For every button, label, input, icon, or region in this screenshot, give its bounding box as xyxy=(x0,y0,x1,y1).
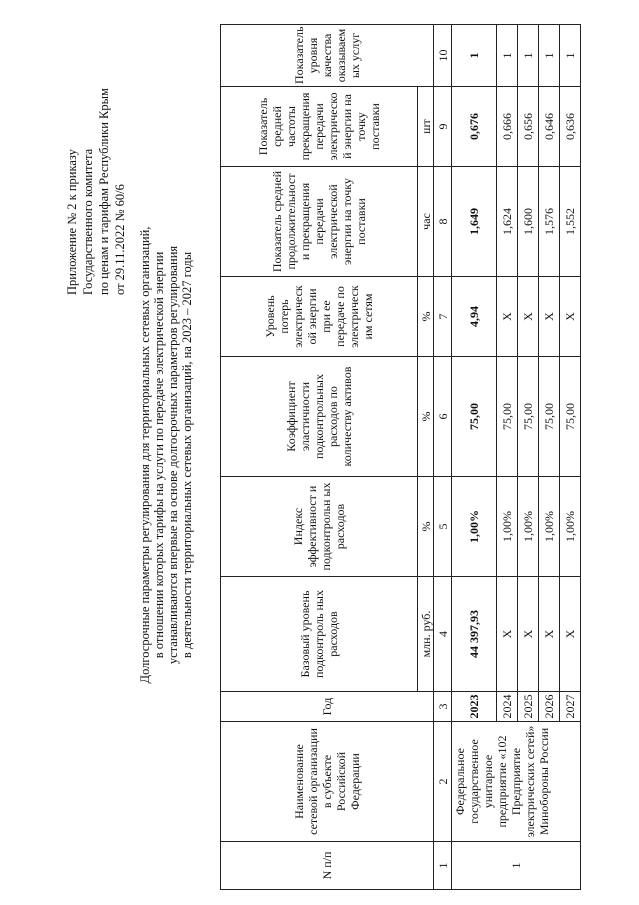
interruption-frequency-cell: 0,646 xyxy=(539,87,560,167)
loss-level-cell: X xyxy=(560,277,581,357)
approval-line: по ценам и тарифам Республики Крым xyxy=(97,88,111,295)
unit-cell: час xyxy=(418,167,434,277)
quality-cell: 1 xyxy=(452,25,497,87)
unit-cell: % xyxy=(418,477,434,577)
header-year: Год xyxy=(221,692,434,722)
header-quality: Показатель уровня качества оказываем ых услуг xyxy=(221,25,434,87)
column-number: 3 xyxy=(434,692,452,722)
header-organization: Наименование сетевой организации в субъекте Российской Федерации xyxy=(221,722,434,842)
column-number-row xyxy=(434,25,452,890)
base-level-cell: X xyxy=(539,577,560,692)
header-efficiency-index: Индекс эффективност и подконтрольн ых расходов xyxy=(221,477,418,577)
unit-cell: % xyxy=(418,277,434,357)
base-level-cell: X xyxy=(497,577,518,692)
column-number: 6 xyxy=(434,357,452,477)
elasticity-cell: 75,00 xyxy=(518,357,539,477)
header-base-level: Базовый уровень подконтроль ных расходов xyxy=(221,577,418,692)
interruption-frequency-cell: 0,676 xyxy=(452,87,497,167)
loss-level-cell: X xyxy=(518,277,539,357)
base-level-cell: 44 397,93 xyxy=(452,577,497,692)
loss-level-cell: X xyxy=(497,277,518,357)
loss-level-cell: X xyxy=(539,277,560,357)
quality-cell: 1 xyxy=(518,25,539,87)
header-interruption-frequency: Показатель средней частоты прекращения передачи электрическо й энергии на точку поставки xyxy=(221,87,418,167)
elasticity-cell: 75,00 xyxy=(539,357,560,477)
interruption-duration-cell: 1,552 xyxy=(560,167,581,277)
unit-cell: шт xyxy=(418,87,434,167)
base-level-cell: X xyxy=(518,577,539,692)
year-cell: 2024 xyxy=(497,692,518,722)
approval-line: Государственного комитета xyxy=(81,148,95,295)
unit-cell: млн. руб. xyxy=(418,577,434,692)
title-line: в деятельности территориальных сетевых организаций, на 2023 – 2027 годы xyxy=(180,251,194,659)
column-number: 7 xyxy=(434,277,452,357)
quality-cell: 1 xyxy=(539,25,560,87)
column-number: 5 xyxy=(434,477,452,577)
regulation-parameters-table xyxy=(220,24,581,890)
title-line: в отношении которых тарифы на услуги по передаче электрической энергии xyxy=(152,251,166,659)
title-line: Долгосрочные параметры регулирования для территориальных сетевых организаций, xyxy=(138,226,152,684)
efficiency-index-cell: 1,00% xyxy=(560,477,581,577)
organization-name: Федеральное государственное унитарное предприятие «102 Предприятие электрических сетей» Минобороны России xyxy=(452,722,581,842)
year-cell: 2027 xyxy=(560,692,581,722)
interruption-duration-cell: 1,576 xyxy=(539,167,560,277)
efficiency-index-cell: 1,00% xyxy=(497,477,518,577)
row-number: 1 xyxy=(452,842,581,890)
column-number: 8 xyxy=(434,167,452,277)
efficiency-index-cell: 1,00% xyxy=(452,477,497,577)
year-cell: 2025 xyxy=(518,692,539,722)
table-row xyxy=(452,25,497,890)
column-number: 10 xyxy=(434,25,452,87)
loss-level-cell: 4,94 xyxy=(452,277,497,357)
unit-cell: % xyxy=(418,357,434,477)
efficiency-index-cell: 1,00% xyxy=(518,477,539,577)
header-row xyxy=(221,25,418,890)
column-number: 4 xyxy=(434,577,452,692)
efficiency-index-cell: 1,00% xyxy=(539,477,560,577)
interruption-frequency-cell: 0,666 xyxy=(497,87,518,167)
approval-line: Приложение № 2 к приказу xyxy=(65,149,79,295)
header-num: N п/п xyxy=(221,842,434,890)
interruption-duration-cell: 1,600 xyxy=(518,167,539,277)
approval-block xyxy=(64,25,128,295)
elasticity-cell: 75,00 xyxy=(452,357,497,477)
interruption-frequency-cell: 0,636 xyxy=(560,87,581,167)
quality-cell: 1 xyxy=(560,25,581,87)
column-number: 9 xyxy=(434,87,452,167)
interruption-frequency-cell: 0,656 xyxy=(518,87,539,167)
quality-cell: 1 xyxy=(497,25,518,87)
header-loss-level: Уровень потерь электрическ ой энергии при ее передаче по электрическ им сетям xyxy=(221,277,418,357)
approval-line: от 29.11.2022 № 60/6 xyxy=(113,184,127,295)
column-number: 2 xyxy=(434,722,452,842)
document-title xyxy=(138,125,194,785)
interruption-duration-cell: 1,624 xyxy=(497,167,518,277)
interruption-duration-cell: 1,649 xyxy=(452,167,497,277)
year-cell: 2023 xyxy=(452,692,497,722)
header-interruption-duration: Показатель средней продолжительност и прекращения передачи электрической энергии на точку поставки xyxy=(221,167,418,277)
base-level-cell: X xyxy=(560,577,581,692)
column-number: 1 xyxy=(434,842,452,890)
elasticity-cell: 75,00 xyxy=(560,357,581,477)
title-line: устанавливаются впервые на основе долгосрочных параметров регулирования xyxy=(166,245,180,665)
header-elasticity: Коэффициент эластичности подконтрольных расходов по количеству активов xyxy=(221,357,418,477)
elasticity-cell: 75,00 xyxy=(497,357,518,477)
year-cell: 2026 xyxy=(539,692,560,722)
